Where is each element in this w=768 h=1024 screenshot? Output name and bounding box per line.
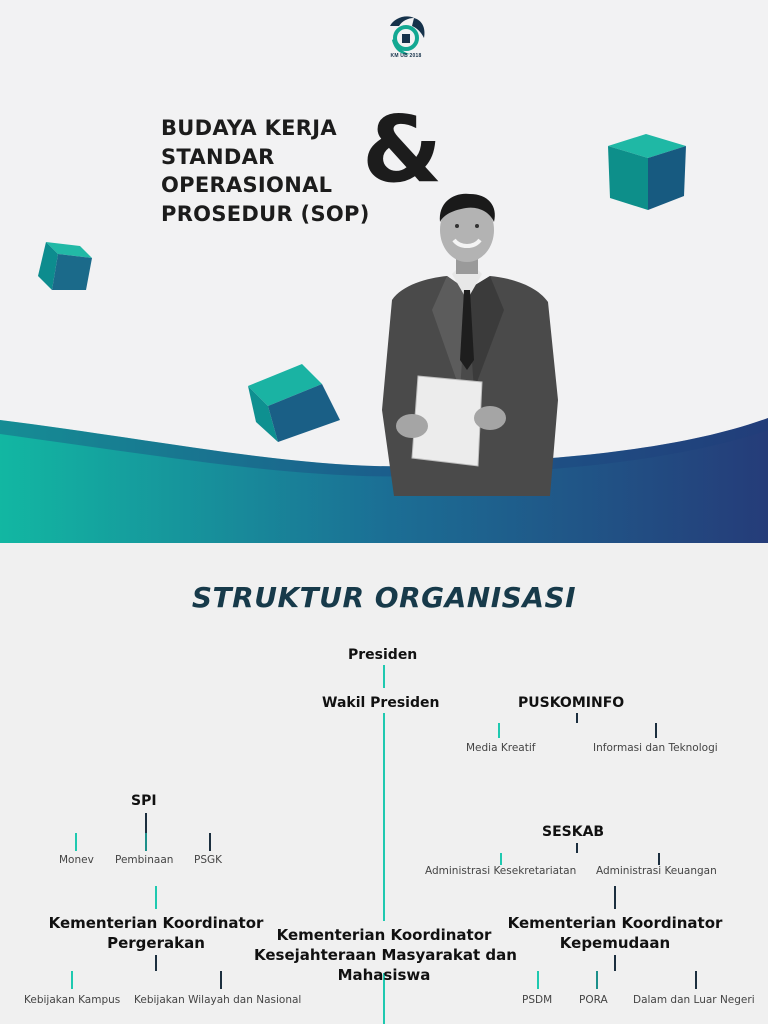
node-seskab: SESKAB — [542, 824, 605, 840]
kemenko-pergerakan-line-1: Kementerian Koordinator — [48, 914, 264, 932]
cover-title — [161, 114, 370, 228]
man-photo — [372, 190, 562, 496]
title-line-4: PROSEDUR (SOP) — [161, 201, 370, 226]
logo-caption: KM UB 2018 — [390, 53, 422, 59]
node-kemenko-kepemudaan — [505, 913, 725, 953]
cube-icon — [36, 240, 94, 292]
leaf-administrasi-kesekretariatan: Administrasi Kesekretariatan — [425, 865, 577, 877]
title-line-3: OPERASIONAL — [161, 173, 333, 197]
leaf-pembinaan: Pembinaan — [115, 854, 174, 866]
cube-icon — [606, 132, 688, 212]
leaf-kebijakan-kampus: Kebijakan Kampus — [24, 994, 121, 1006]
leaf-pora: PORA — [579, 994, 608, 1006]
leaf-psdm: PSDM — [522, 994, 553, 1006]
kemenko-kesejahteraan-line-3: Mahasiswa — [337, 966, 431, 984]
leaf-media-kreatif: Media Kreatif — [466, 742, 536, 754]
title-line-1: BUDAYA KERJA — [161, 116, 337, 140]
node-puskominfo: PUSKOMINFO — [518, 695, 625, 711]
node-wakil-presiden: Wakil Presiden — [322, 695, 440, 711]
leaf-kebijakan-wilayah-nasional: Kebijakan Wilayah dan Nasional — [134, 994, 302, 1006]
org-structure-slide — [0, 543, 768, 1024]
kemenko-kesejahteraan-line-1: Kementerian Koordinator — [276, 926, 492, 944]
kemenko-kepemudaan-line-1: Kementerian Koordinator — [507, 914, 723, 932]
org-structure-title: STRUKTUR ORGANISASI — [191, 581, 577, 614]
leaf-dalam-luar-negeri: Dalam dan Luar Negeri — [633, 994, 755, 1006]
node-kemenko-kesejahteraan — [254, 925, 517, 985]
kemenko-pergerakan-line-2: Pergerakan — [107, 934, 205, 952]
kemenko-kepemudaan-line-2: Kepemudaan — [559, 934, 671, 952]
node-spi: SPI — [131, 793, 157, 809]
ampersand: & — [362, 96, 443, 203]
title-line-2: STANDAR — [161, 144, 275, 169]
node-kemenko-pergerakan — [46, 913, 266, 953]
leaf-informasi-teknologi: Informasi dan Teknologi — [593, 742, 718, 754]
leaf-monev: Monev — [59, 854, 94, 866]
node-presiden: Presiden — [348, 647, 418, 663]
leaf-psgk: PSGK — [194, 854, 223, 866]
kemenko-kesejahteraan-line-2: Kesejahteraan Masyarakat dan — [254, 946, 517, 964]
leaf-administrasi-keuangan: Administrasi Keuangan — [596, 865, 717, 877]
